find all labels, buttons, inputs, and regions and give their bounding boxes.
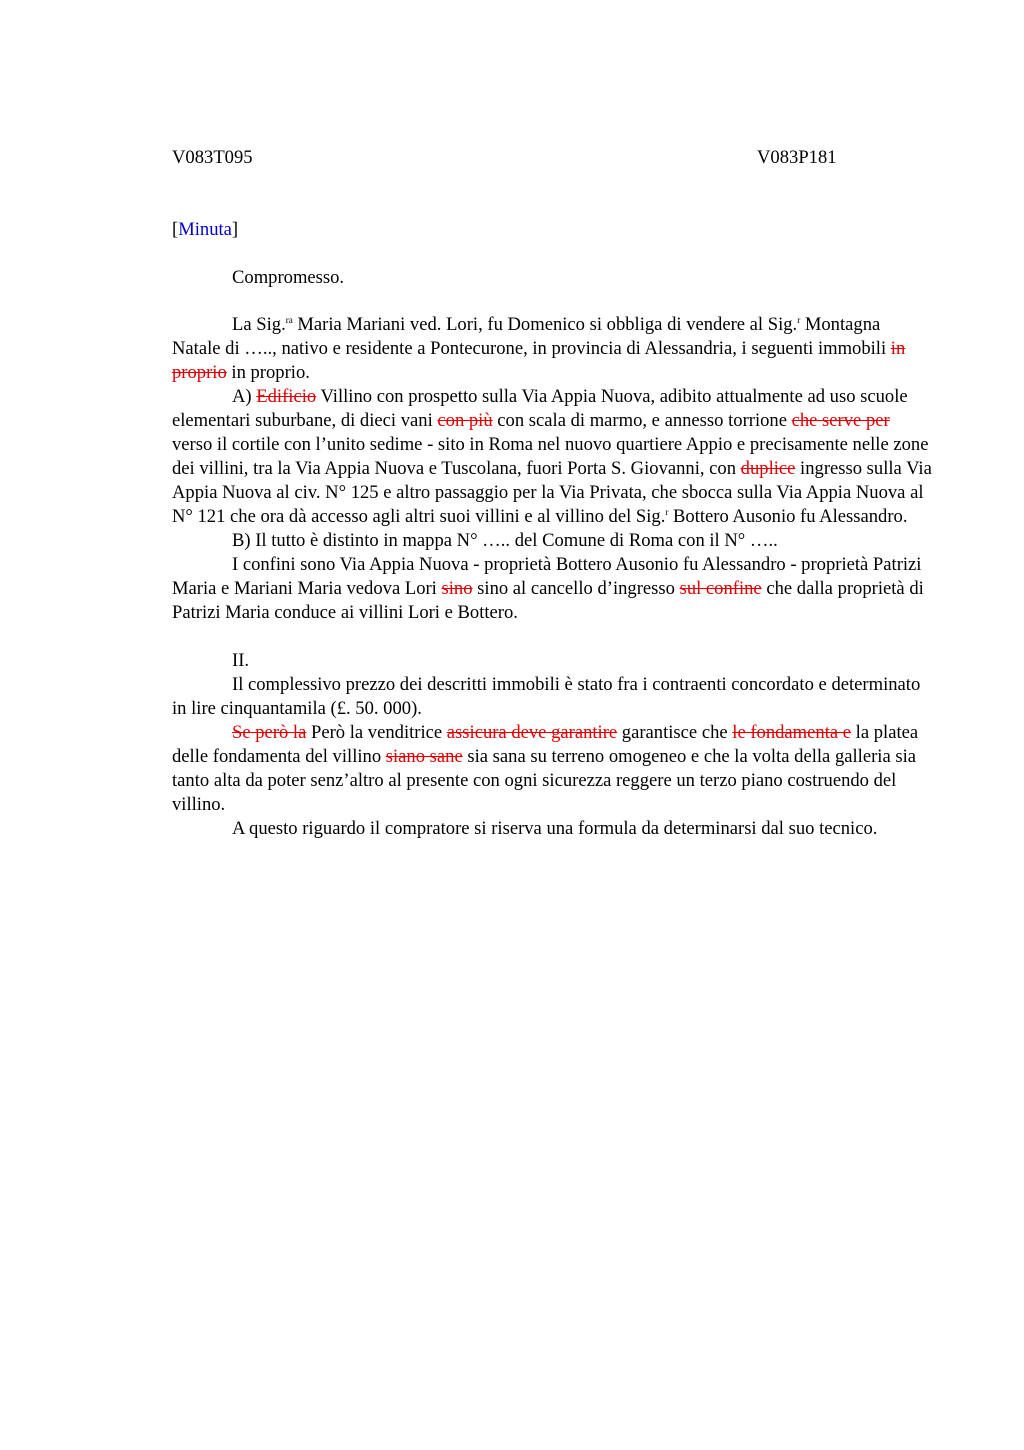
deleted-text: con più bbox=[437, 410, 493, 431]
text-run: Montagna Natale di ….., nativo e residente a Pontecurone, in provincia di Alessandria, i seguenti immobili bbox=[172, 314, 891, 359]
text-run: Villino con prospetto sulla Via Appia Nuova, adibito attualmente ad uso scuole elementari suburbane, di dieci vani bbox=[172, 386, 908, 431]
text-run: B) Il tutto è distinto in mappa N° ….. del Comune di Roma con il N° ….. bbox=[232, 530, 778, 551]
paragraph-guarantee bbox=[172, 721, 932, 817]
superscript: r bbox=[797, 315, 801, 325]
superscript: ra bbox=[285, 315, 293, 325]
deleted-text: le fondamenta e bbox=[732, 722, 852, 743]
document-body bbox=[172, 313, 932, 841]
document-code-right: V083P181 bbox=[757, 147, 837, 168]
minuta-close-bracket: ] bbox=[231, 219, 239, 240]
superscript: r bbox=[665, 507, 669, 517]
text-run: in proprio. bbox=[226, 362, 310, 383]
paragraph-item-b bbox=[172, 529, 932, 553]
text-run: ingresso sulla Via Appia Nuova al civ. N° 125 e altro passaggio per la Via Privata, che sbocca sulla Via Appia Nuova al N° 121 che ora dà accesso agli altri suoi villini e al villino del Sig. bbox=[172, 458, 932, 527]
text-run: che dalla proprietà di Patrizi Maria conduce ai villini Lori e Bottero. bbox=[172, 578, 924, 623]
section-heading-ii: II. bbox=[232, 650, 250, 671]
minuta-open-bracket: [ bbox=[172, 219, 179, 240]
deleted-text: sino bbox=[441, 578, 473, 599]
document-title: Compromesso. bbox=[232, 267, 345, 288]
text-run: Però la venditrice bbox=[306, 722, 447, 743]
paragraph-price: Il complessivo prezzo dei descritti immobili è stato fra i contraenti concordato e determinato in lire cinquantamila (£. 50. 000). bbox=[172, 674, 921, 719]
text-run: sino al cancello d’ingresso bbox=[472, 578, 680, 599]
spacer bbox=[172, 625, 932, 649]
text-run: Bottero Ausonio fu Alessandro. bbox=[668, 506, 908, 527]
deleted-text: sul confine bbox=[679, 578, 762, 599]
paragraph-technical-formula: A questo riguardo il compratore si riserva una formula da determinarsi dal suo tecnico. bbox=[232, 818, 878, 839]
deleted-text: assicura deve garantire bbox=[446, 722, 618, 743]
text-run: La Sig. bbox=[232, 314, 286, 335]
deleted-text: Se però la bbox=[232, 722, 307, 743]
text-run: garantisce che bbox=[617, 722, 733, 743]
text-run: verso il cortile con l’unito sedime - sito in Roma nel nuovo quartiere Appio e precisamente nelle zone dei villini, tra la Via Appia Nuova e Tuscolana, fuori Porta S. Giovanni, con bbox=[172, 434, 929, 479]
deleted-text: che serve per bbox=[791, 410, 890, 431]
document-code-left: V083T095 bbox=[172, 147, 253, 168]
minuta-label bbox=[172, 219, 238, 241]
paragraph-seller-obligation bbox=[172, 313, 932, 385]
paragraph-boundaries bbox=[172, 553, 932, 625]
text-run: Maria Mariani ved. Lori, fu Domenico si obbliga di vendere al Sig. bbox=[292, 314, 798, 335]
text-run: con scala di marmo, e annesso torrione bbox=[492, 410, 792, 431]
deleted-text: duplice bbox=[740, 458, 796, 479]
text-run: sia sana su terreno omogeneo e che la volta della galleria sia tanto alta da poter senz’altro al presente con ogni sicurezza reggere un terzo piano costruendo del villino. bbox=[172, 746, 916, 815]
deleted-text: siano sane bbox=[385, 746, 463, 767]
text-run: A) bbox=[232, 386, 257, 407]
deleted-text: Edificio bbox=[256, 386, 317, 407]
text-run: I confini sono Via Appia Nuova - proprietà Bottero Ausonio fu Alessandro - proprietà Patrizi Maria e Mariani Maria vedova Lori bbox=[172, 554, 922, 599]
deleted-text: in proprio bbox=[172, 338, 906, 383]
paragraph-item-a bbox=[172, 385, 932, 529]
minuta-word: Minuta bbox=[178, 219, 232, 240]
text-run: la platea delle fondamenta del villino bbox=[172, 722, 919, 767]
